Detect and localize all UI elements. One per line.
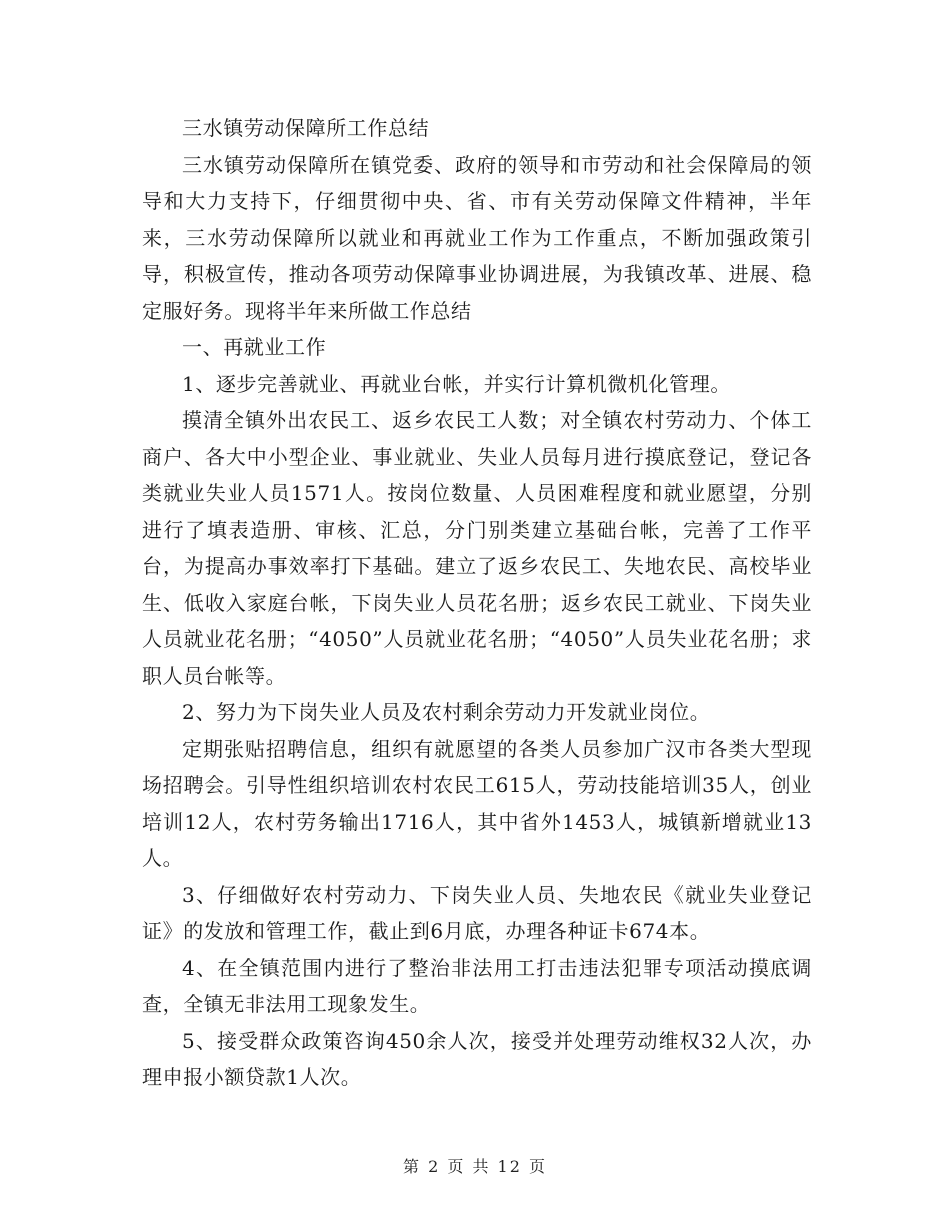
section-heading-reemployment: 一、再就业工作 [182, 335, 327, 359]
item-2-heading: 2、努力为下岗失业人员及农村剩余劳动力开发就业岗位。 [182, 700, 711, 724]
item-4-paragraph: 4、在全镇范围内进行了整治非法用工打击违法犯罪专项活动摸底调查，全镇无非法用工现象发生。 [142, 955, 812, 1016]
document-title: 三水镇劳动保障所工作总结 [182, 116, 430, 140]
item-2-body: 定期张贴招聘信息，组织有就愿望的各类人员参加广汉市各类大型现场招聘会。引导性组织培训农村农民工615人，劳动技能培训35人，创业培训12人，农村劳务输出1716人，其中省外1453人，城镇新增就业13人。 [142, 736, 812, 870]
item-5-paragraph: 5、接受群众政策咨询450余人次，接受并处理劳动维权32人次，办理申报小额贷款1人次。 [142, 1028, 812, 1089]
intro-paragraph: 三水镇劳动保障所在镇党委、政府的领导和市劳动和社会保障局的领导和大力支持下，仔细贯彻中央、省、市有关劳动保障文件精神，半年来，三水劳动保障所以就业和再就业工作为工作重点，不断加强政策引导，积极宣传，推动各项劳动保障事业协调进展，为我镇改革、进展、稳定服好务。现将半年来所做工作总结 [142, 152, 812, 323]
document-body [142, 110, 812, 1096]
page-number-footer: 第 2 页 共 12 页 [403, 1157, 547, 1176]
item-1-heading: 1、逐步完善就业、再就业台帐，并实行计算机微机化管理。 [182, 371, 731, 396]
item-3-paragraph: 3、仔细做好农村劳动力、下岗失业人员、失地农民《就业失业登记证》的发放和管理工作，截止到6月底，办理各种证卡674本。 [142, 882, 812, 943]
item-1-body: 摸清全镇外出农民工、返乡农民工人数；对全镇农村劳动力、个体工商户、各大中小型企业、事业就业、失业人员每月进行摸底登记，登记各类就业失业人员1571人。按岗位数量、人员困难程度和就业愿望，分别进行了填表造册、审核、汇总，分门别类建立基础台帐，完善了工作平台，为提高办事效率打下基础。建立了返乡农民工、失地农民、高校毕业生、低收入家庭台帐，下岗失业人员花名册；返乡农民工就业、下岗失业人员就业花名册；“4050”人员就业花名册；“4050”人员失业花名册；求职人员台帐等。 [142, 408, 812, 688]
